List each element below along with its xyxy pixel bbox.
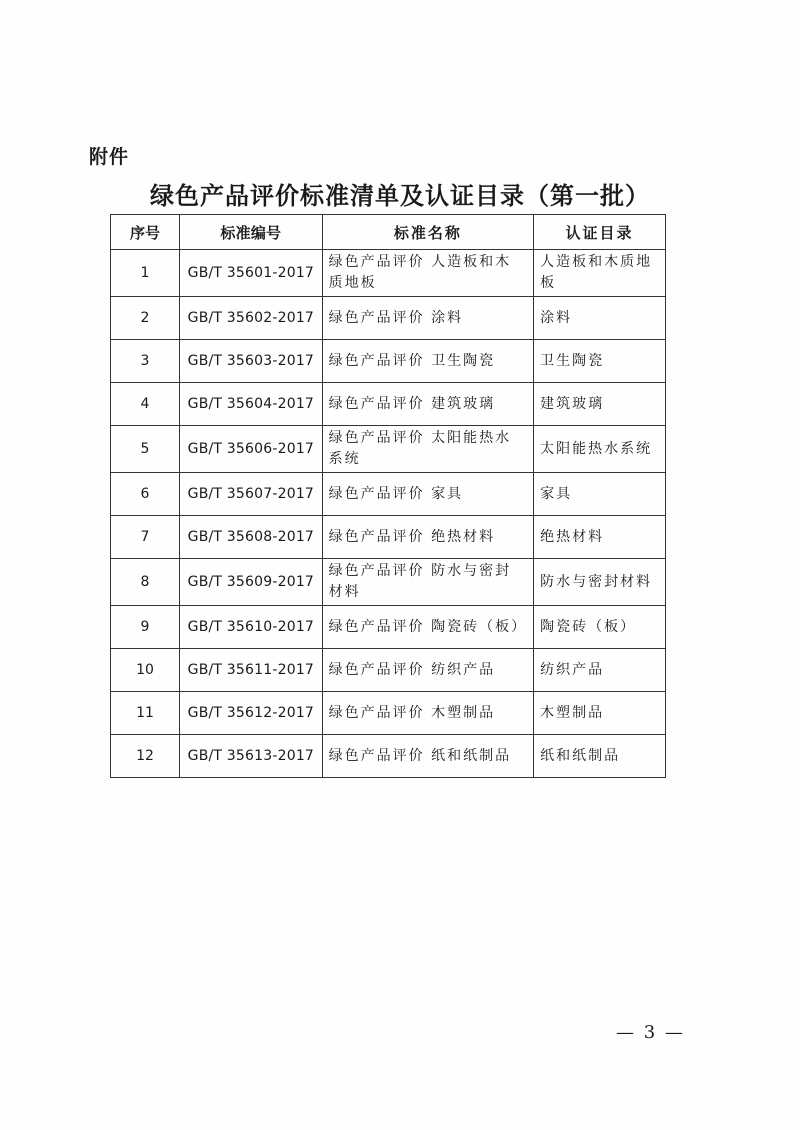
cell-no: 11 [111,692,180,735]
table-row [111,606,666,649]
cell-code: GB/T 35612-2017 [180,692,323,735]
cell-name: 绿色产品评价 木塑制品 [322,692,533,735]
cell-no: 2 [111,297,180,340]
table-header-row [111,215,666,250]
table-row [111,692,666,735]
table-row [111,559,666,606]
cell-catalog: 建筑玻璃 [534,383,666,426]
cell-code: GB/T 35610-2017 [180,606,323,649]
standards-table [110,214,666,778]
cell-code: GB/T 35607-2017 [180,473,323,516]
cell-code: GB/T 35602-2017 [180,297,323,340]
cell-no: 3 [111,340,180,383]
table-row [111,649,666,692]
cell-no: 12 [111,735,180,778]
cell-code: GB/T 35604-2017 [180,383,323,426]
cell-code: GB/T 35611-2017 [180,649,323,692]
cell-name: 绿色产品评价 建筑玻璃 [322,383,533,426]
header-name: 标准名称 [322,215,533,250]
header-no: 序号 [111,215,180,250]
cell-code: GB/T 35613-2017 [180,735,323,778]
cell-catalog: 涂料 [534,297,666,340]
cell-code: GB/T 35603-2017 [180,340,323,383]
cell-no: 6 [111,473,180,516]
cell-catalog: 纺织产品 [534,649,666,692]
cell-catalog: 绝热材料 [534,516,666,559]
cell-catalog: 陶瓷砖（板） [534,606,666,649]
cell-catalog: 人造板和木质地板 [534,250,666,297]
cell-code: GB/T 35608-2017 [180,516,323,559]
header-code: 标准编号 [180,215,323,250]
cell-catalog: 防水与密封材料 [534,559,666,606]
cell-catalog: 木塑制品 [534,692,666,735]
cell-name: 绿色产品评价 涂料 [322,297,533,340]
table-row [111,735,666,778]
cell-no: 1 [111,250,180,297]
table-row [111,426,666,473]
table-row [111,473,666,516]
table-row [111,340,666,383]
table-row [111,250,666,297]
table-row [111,516,666,559]
cell-name: 绿色产品评价 防水与密封材料 [322,559,533,606]
cell-name: 绿色产品评价 纸和纸制品 [322,735,533,778]
cell-no: 4 [111,383,180,426]
cell-catalog: 太阳能热水系统 [534,426,666,473]
cell-name: 绿色产品评价 绝热材料 [322,516,533,559]
cell-name: 绿色产品评价 卫生陶瓷 [322,340,533,383]
attachment-label: 附件 [89,146,130,168]
header-catalog: 认证目录 [534,215,666,250]
cell-no: 10 [111,649,180,692]
page-title: 绿色产品评价标准清单及认证目录（第一批） [150,181,650,210]
cell-no: 7 [111,516,180,559]
cell-code: GB/T 35606-2017 [180,426,323,473]
table-row [111,297,666,340]
table-row [111,383,666,426]
cell-code: GB/T 35609-2017 [180,559,323,606]
cell-name: 绿色产品评价 陶瓷砖（板） [322,606,533,649]
cell-catalog: 家具 [534,473,666,516]
cell-name: 绿色产品评价 纺织产品 [322,649,533,692]
cell-name: 绿色产品评价 家具 [322,473,533,516]
cell-name: 绿色产品评价 人造板和木质地板 [322,250,533,297]
cell-no: 8 [111,559,180,606]
page-number: — 3 — [616,1022,685,1043]
cell-catalog: 纸和纸制品 [534,735,666,778]
cell-name: 绿色产品评价 太阳能热水系统 [322,426,533,473]
cell-no: 5 [111,426,180,473]
cell-catalog: 卫生陶瓷 [534,340,666,383]
cell-no: 9 [111,606,180,649]
cell-code: GB/T 35601-2017 [180,250,323,297]
